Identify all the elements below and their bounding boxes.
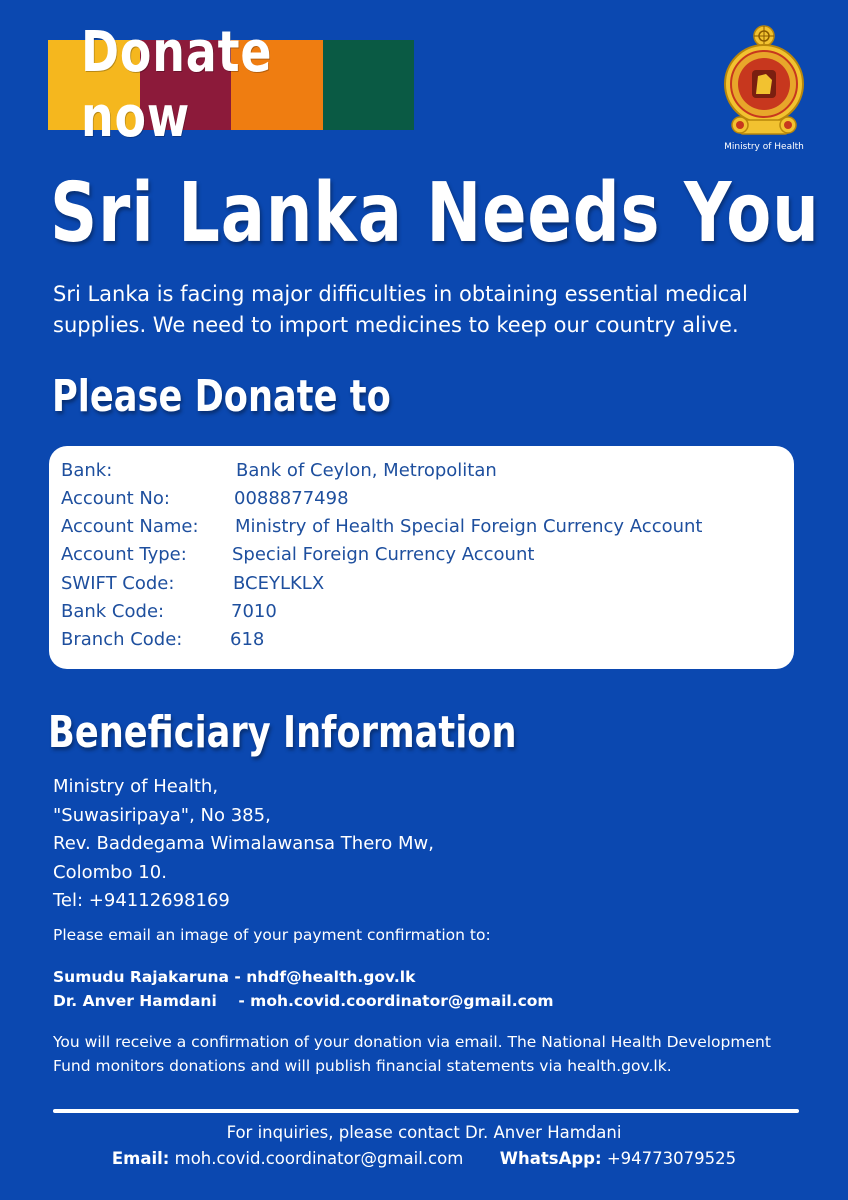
email-value: moh.covid.coordinator@gmail.com <box>174 1149 464 1168</box>
confirmation-note: You will receive a confirmation of your donation via email. The National Health Development Fund monitors donations and will publish financial statements via health.gov.lk. <box>53 1033 771 1075</box>
branch-code-label: Branch Code: <box>61 629 183 650</box>
emblem-caption: Ministry of Health <box>724 142 804 152</box>
address-line: Ministry of Health, <box>53 776 219 797</box>
bank-code-label: Bank Code: <box>61 601 165 622</box>
bank-details-card <box>49 446 794 669</box>
donate-section-title: Please Donate to <box>52 371 391 422</box>
bank-code-value: 7010 <box>231 601 277 622</box>
contact-anver: Dr. Anver Hamdani - moh.covid.coordinator@gmail.com <box>53 992 554 1010</box>
swift-code-value: BCEYLKLX <box>233 573 325 594</box>
contact-list <box>53 965 554 1013</box>
account-type-value: Special Foreign Currency Account <box>232 544 535 565</box>
inquiries-line: For inquiries, please contact Dr. Anver Hamdani <box>226 1123 622 1142</box>
bank-label: Bank: <box>61 460 113 481</box>
account-no-value: 0088877498 <box>234 488 349 509</box>
address-line: "Suwasiripaya", No 385, <box>53 804 271 826</box>
telephone-line: Tel: +94112698169 <box>53 890 230 911</box>
beneficiary-section-title: Beneficiary Information <box>48 707 517 758</box>
account-type-label: Account Type: <box>61 544 187 565</box>
bank-value: Bank of Ceylon, Metropolitan <box>236 460 497 481</box>
donate-now-text: Donate now <box>80 20 273 150</box>
email-label: Email: <box>111 1149 170 1168</box>
intro-paragraph: Sri Lanka is facing major difficulties in obtaining essential medical supplies. We need to import medicines to keep our country alive. <box>53 282 748 337</box>
whatsapp-value: +94773079525 <box>606 1149 737 1168</box>
email-instruction: Please email an image of your payment confirmation to: <box>53 926 491 944</box>
account-no-label: Account No: <box>61 488 170 509</box>
footer-contact-line <box>0 1149 848 1168</box>
address-line: Rev. Baddegama Wimalawansa Thero Mw, <box>53 833 434 854</box>
contact-sumudu: Sumudu Rajakaruna - nhdf@health.gov.lk <box>53 968 416 986</box>
account-name-value: Ministry of Health Special Foreign Currency Account <box>235 516 703 537</box>
sri-lanka-emblem-icon <box>718 24 810 156</box>
address-line: Colombo 10. <box>53 861 167 883</box>
swift-code-label: SWIFT Code: <box>61 573 175 594</box>
beneficiary-address <box>53 773 653 916</box>
branch-code-value: 618 <box>230 629 265 650</box>
donate-now-banner <box>48 20 414 150</box>
footer-divider <box>53 1109 799 1113</box>
account-name-label: Account Name: <box>61 516 199 537</box>
headline: Sri Lanka Needs You <box>50 166 820 261</box>
whatsapp-label: WhatsApp: <box>499 1149 602 1168</box>
